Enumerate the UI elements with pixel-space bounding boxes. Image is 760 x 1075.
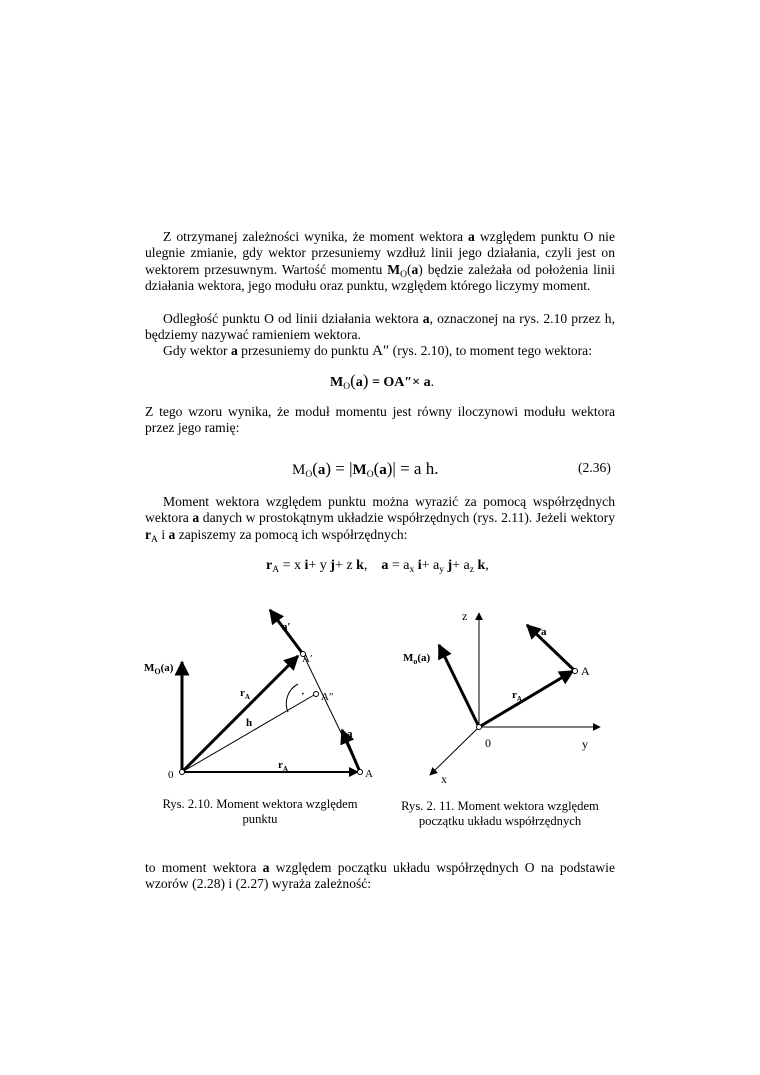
moment-vector-arrow — [439, 645, 479, 727]
label-zero: 0 — [168, 769, 174, 781]
label-right-angle-dot: · — [301, 688, 305, 700]
paragraph-1: Z otrzymanej zależności wynika, że moment wektora a względem punktu O nie ulegnie zmianie, gdy wektor przesuniemy wzdłuż linii jego działania, czyli jest on wektorem przesuwnym. Wartość momentu $M_O(a)$ będzie zależała od położenia linii działania wektora, jego modułu oraz punktu, względem którego liczymy moment. — [145, 229, 615, 294]
paragraph-3: Gdy wektor a przesuniemy do punktu A″ (rys. 2.10), to moment tego wektora: — [163, 343, 592, 359]
label-h: h — [246, 717, 253, 729]
paragraph-2: Odległość punktu O od linii działania wektora a, oznaczonej na rys. 2.10 przez h, będziemy nazywać ramieniem wektora. — [145, 311, 615, 343]
paragraph-6: to moment wektora a względem początku układu współrzędnych O na podstawie wzorów (2.28) i (2.27) wyraża zależność: — [145, 860, 615, 892]
equation-coordinates: $r_A = x$ i+ y j+ z k, $a = a_x$ $i+ a_y$ $j+ a_z$ k, — [266, 558, 489, 575]
equation-2-36: $M_O(a) = |M_O(a)| = a$ h. — [292, 459, 439, 480]
vector-a-arrow — [527, 625, 575, 671]
label-A-dbl: A″ — [321, 691, 334, 703]
label-A: A — [581, 664, 590, 678]
origin-marker — [477, 725, 482, 730]
axis-x — [430, 727, 479, 775]
label-a-prime: a′ — [282, 621, 291, 633]
paragraph-4: Z tego wzoru wynika, że moduł momentu jest równy iloczynowi modułu wektora przez jego ramię: — [145, 404, 615, 436]
label-A: A — [365, 768, 373, 780]
figure-2-11 — [395, 605, 615, 790]
figure-2-10-caption: Rys. 2.10. Moment wektora względem punktu — [162, 797, 358, 826]
label-rA-upper: $r_A$ — [240, 687, 250, 701]
figure-2-10 — [140, 600, 390, 800]
label-zero: 0 — [485, 736, 491, 750]
label-a: a — [541, 626, 547, 638]
label-A-prime: A′ — [302, 653, 313, 665]
equation-number: (2.36) — [578, 460, 611, 475]
point-a-marker — [358, 770, 363, 775]
label-mo: $M_O(a)$ — [144, 662, 174, 676]
point-a-dbl-marker — [314, 692, 319, 697]
point-o-marker — [180, 770, 185, 775]
label-rA-lower: $r_A$ — [278, 759, 288, 773]
figure-2-11-caption: Rys. 2. 11. Moment wektora względem początku układu współrzędnych — [401, 799, 599, 828]
label-mo: $M_o(a)$ — [403, 652, 431, 666]
label-y: y — [582, 737, 588, 751]
radius-vector-rA-arrow — [479, 671, 573, 727]
label-rA: $r_A$ — [512, 689, 522, 703]
point-a-marker — [573, 669, 578, 674]
label-z: z — [462, 609, 468, 623]
label-a: a — [347, 728, 353, 740]
equation-moment-shift: $M_O(a) = OA''\times a$. — [330, 371, 435, 392]
label-x: x — [441, 772, 447, 786]
paragraph-5: Moment wektora względem punktu można wyrazić za pomocą współrzędnych wektora a danych w prostokątnym układzie współrzędnych (rys. 2.11). Jeżeli wektory $r_A$ i a zapiszemy za pomocą ich współrzędnych: — [145, 494, 615, 545]
